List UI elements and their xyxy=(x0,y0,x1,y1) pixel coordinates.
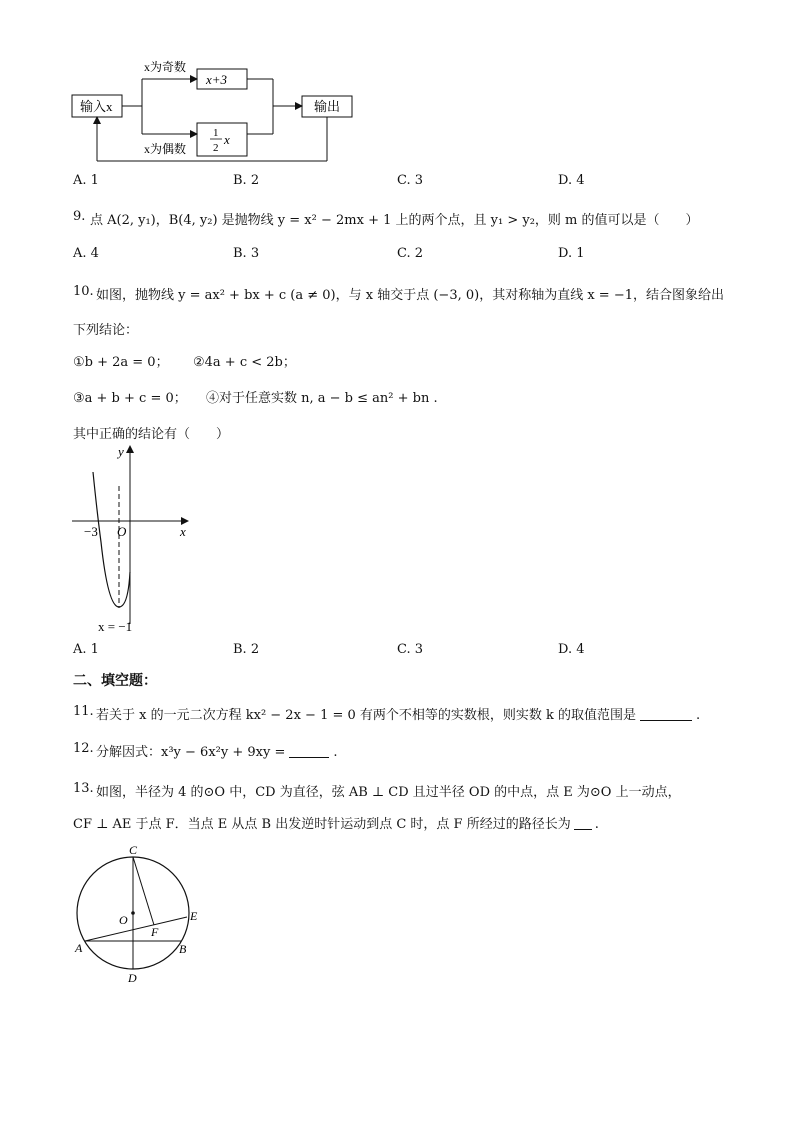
q13-text: 如图，半径为 4 的⊙O 中，CD 为直径，弦 AB ⊥ CD 且过半径 OD 的中点，点 E 为⊙O 上一动点， xyxy=(96,785,681,800)
q12-number: 12. xyxy=(73,741,94,756)
label-d: D xyxy=(128,971,137,985)
q13-line2 xyxy=(73,813,599,832)
input-label: 输入x xyxy=(80,99,113,114)
q12-text: 分解因式：x³y − 6x²y + 9xy = xyxy=(96,745,286,760)
q12-end: . xyxy=(333,745,338,760)
q9-option-a[interactable]: A. 4 xyxy=(73,246,99,261)
parabola-curve xyxy=(93,472,130,607)
q10-conclusion-4: ④对于任意实数 n, a − b ≤ an² + bn . xyxy=(206,391,438,406)
q12-answer-blank[interactable] xyxy=(289,745,329,758)
center-point xyxy=(131,911,135,915)
q8-option-d[interactable]: D. 4 xyxy=(558,173,585,188)
parabola-graph xyxy=(68,442,198,637)
label-a: A xyxy=(75,941,83,955)
q9-number: 9. xyxy=(73,209,86,224)
flowchart-diagram xyxy=(60,55,370,170)
label-o: O xyxy=(119,913,128,927)
q10-option-d[interactable]: D. 4 xyxy=(558,642,585,657)
q9-option-b[interactable]: B. 3 xyxy=(233,246,260,261)
q10-option-b[interactable]: B. 2 xyxy=(233,642,260,657)
label-c: C xyxy=(129,843,138,857)
q9-option-d[interactable]: D. 1 xyxy=(558,246,585,261)
label-e: E xyxy=(190,909,198,923)
q10-conclusion-2: ②4a + c < 2b； xyxy=(193,355,296,370)
circle-figure xyxy=(68,840,218,990)
q12-line xyxy=(96,741,337,760)
q8-option-b[interactable]: B. 2 xyxy=(233,173,260,188)
q8-option-a[interactable]: A. 1 xyxy=(73,173,99,188)
output-label: 输出 xyxy=(314,99,341,114)
x-axis-label: x xyxy=(180,524,186,539)
q10-conclusion-3: ③a + b + c = 0； xyxy=(73,391,187,406)
even-condition-label: x为偶数 xyxy=(144,142,187,156)
q10-option-c[interactable]: C. 3 xyxy=(397,642,424,657)
root-label: −3 xyxy=(84,524,98,539)
q10-text-cont: 下列结论： xyxy=(73,323,139,338)
odd-condition-label: x为奇数 xyxy=(144,60,187,74)
q10-question: 其中正确的结论有（ ） xyxy=(73,427,230,442)
q11-line xyxy=(96,704,700,723)
q10-conclusion-1: ①b + 2a = 0； xyxy=(73,355,169,370)
q10-text: 如图，抛物线 y = ax² + bx + c (a ≠ 0)，与 x 轴交于点 (−3, 0)，其对称轴为直线 x = −1，结合图象给出 xyxy=(96,288,724,303)
q11-text: 若关于 x 的一元二次方程 kx² − 2x − 1 = 0 有两个不相等的实数根，则实数 k 的取值范围是 xyxy=(96,708,637,723)
even-fraction-variable: x xyxy=(224,132,230,147)
q10-option-a[interactable]: A. 1 xyxy=(73,642,99,657)
even-fraction-denominator: 2 xyxy=(213,142,219,154)
q13-end: . xyxy=(594,817,599,832)
q10-number: 10. xyxy=(73,284,94,299)
segment-ae xyxy=(85,917,187,941)
label-f: F xyxy=(151,925,159,939)
q8-option-c[interactable]: C. 3 xyxy=(397,173,424,188)
q11-end: . xyxy=(696,708,701,723)
y-axis-label: y xyxy=(118,444,124,459)
q11-number: 11. xyxy=(73,704,94,719)
symmetry-axis-label: x = −1 xyxy=(98,619,133,634)
q13-text-cont: CF ⊥ AE 于点 F．当点 E 从点 B 出发逆时针运动到点 C 时，点 F 所经过的路径长为 xyxy=(73,817,571,832)
even-operation-box xyxy=(197,123,247,156)
q9-text: 点 A(2, y₁)，B(4, y₂) 是抛物线 y = x² − 2mx + 1 上的两个点，且 y₁ > y₂，则 m 的值可以是（ ） xyxy=(90,213,699,228)
label-b: B xyxy=(179,942,187,956)
q13-answer-blank[interactable] xyxy=(574,817,592,830)
section-2-title: 二、填空题： xyxy=(73,673,157,689)
odd-operation-label: x+3 xyxy=(206,72,228,87)
q9-option-c[interactable]: C. 2 xyxy=(397,246,424,261)
q11-answer-blank[interactable] xyxy=(640,708,692,721)
q13-number: 13. xyxy=(73,781,94,796)
origin-label: O xyxy=(117,524,127,539)
even-fraction-numerator: 1 xyxy=(213,127,219,139)
segment-cf xyxy=(133,857,154,925)
